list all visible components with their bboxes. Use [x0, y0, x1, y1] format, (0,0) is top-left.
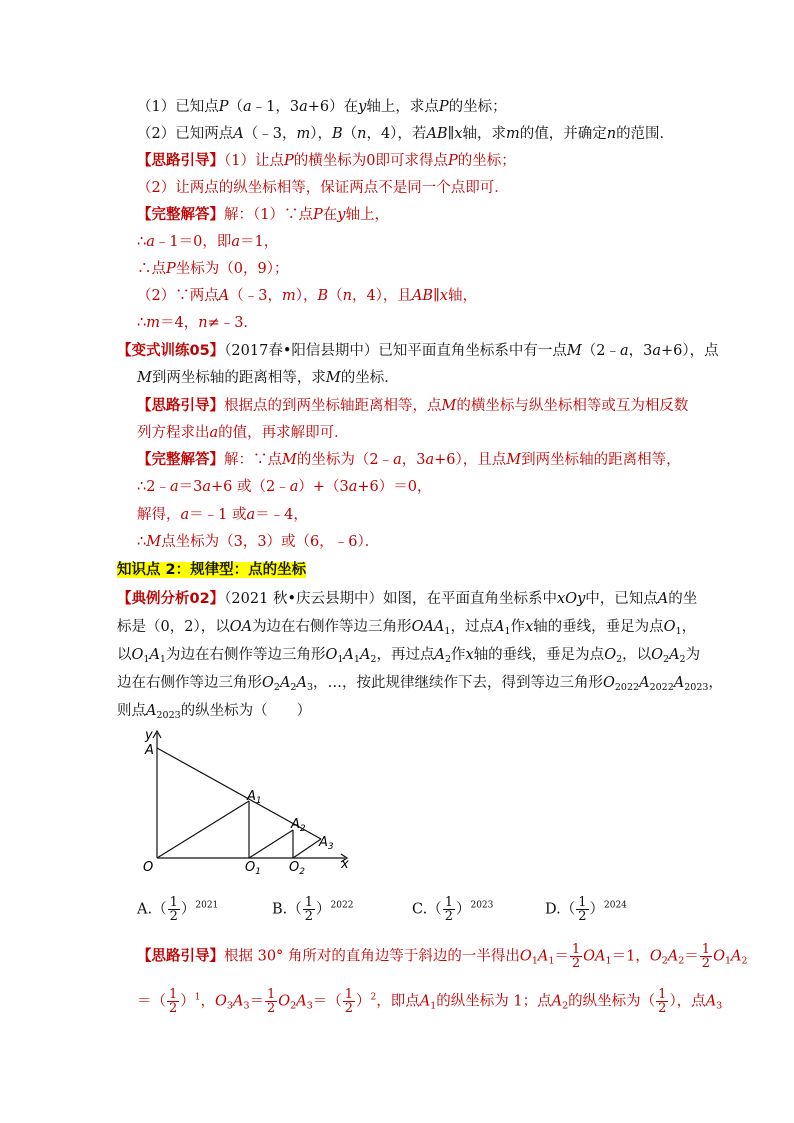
example-hint-line-2: ＝（ $\frac{1}{2}$ ）$^1$，$O_3A_3=$ $\frac{1}{2}$ $O_2A_3=$（ $\frac{1}{2}$ ）$^2$，即点$A_1$的纵坐标为 1；点$A_2$的纵坐标为（ $\frac{1}{2}$ ），点$A_3$	[137, 987, 723, 1016]
solution-line-2: ∴a﹣1＝0，即a＝1，	[137, 234, 279, 250]
variant-05-line-2: M到两坐标轴的距离相等，求M的坐标．	[137, 370, 399, 386]
solution-line-1: 【完整解答】解：（1）∵点P在y轴上，	[137, 207, 389, 223]
variant-solution-line-4: ∴M点坐标为（3，3）或（6，﹣6）．	[137, 534, 380, 550]
label-O2: $O_2$	[289, 860, 305, 877]
example-02-line-1: 【典例分析02】（2021 秋•庆云县期中）如图，在平面直角坐标系中xOy中，已知点A的坐	[117, 591, 698, 607]
hint-line-1: 【思路引导】（1）让点P的横坐标为0即可求得点P的坐标；	[137, 153, 516, 169]
example-02-line-3: 以$O_1A_1$为边在右侧作等边三角形$O_1A_1A_2$，再过点$A_2$作x轴的垂线，垂足为点$O_2$，以$O_2A_2$为	[117, 647, 701, 665]
variant-solution-line-2: ∴2﹣a＝3a+6 或（2﹣a）+（3a+6）＝0，	[137, 479, 432, 495]
label-x: x	[341, 857, 349, 872]
knowledge-point-2-title: 知识点 2：规律型：点的坐标	[117, 562, 307, 578]
segment-O-A1	[157, 801, 249, 858]
solution-line-4: （2）∵两点A（﹣3，m），B（n，4），且AB∥x轴，	[137, 288, 477, 304]
label-A2: $A_2$	[291, 817, 306, 834]
variant-05-line-1: 【变式训练05】（2017春•阳信县期中）已知平面直角坐标系中有一点M（2﹣a，3a+6），点	[117, 343, 719, 359]
label-A1: $A_1$	[247, 789, 262, 806]
label-A: A	[145, 743, 154, 758]
option-b[interactable]: B.（ $\frac{1}{2}$ ）$^{2022}$	[272, 895, 354, 924]
variant-hint-line-1: 【思路引导】根据点的到两坐标轴距离相等，点M的横坐标与纵坐标相等或互为相反数	[137, 398, 689, 414]
option-c[interactable]: C.（ $\frac{1}{2}$ ）$^{2023}$	[412, 895, 494, 924]
example-hint-line-1: 【思路引导】根据 30° 角所对的直角边等于斜边的一半得出$O_1A_1=$ $\frac{1}{2}$ $OA_1=1$，$O_2A_2=$ $\frac{1}{2}$ $O_1A_2$	[137, 942, 748, 971]
example-02-line-4: 边在右侧作等边三角形$O_2A_2A_3$，…，按此规律继续作下去，得到等边三角形$O_{2022}A_{2022}A_{2023}$，	[117, 675, 723, 693]
label-A3: $A_3$	[319, 835, 334, 852]
label-y: y	[145, 728, 153, 743]
example-02-line-5: 则点$A_{2023}$的纵坐标为（ ）	[117, 703, 312, 721]
question-2: （2）已知两点A（﹣3，m），B（n，4），若AB∥x轴，求m的值，并确定n的范围．	[137, 126, 675, 142]
variant-solution-line-3: 解得，a＝﹣1 或a＝﹣4，	[137, 507, 308, 523]
hint-line-2: （2）让两点的纵坐标相等，保证两点不是同一个点即可．	[137, 180, 509, 196]
solution-line-3: ∴点P坐标为（0，9）；	[137, 261, 289, 277]
solution-line-5: ∴m＝4，n≠﹣3．	[137, 315, 258, 331]
label-O1: $O_1$	[245, 860, 261, 877]
label-O: O	[143, 860, 154, 875]
option-d[interactable]: D.（ $\frac{1}{2}$ ）$^{2024}$	[545, 895, 627, 924]
variant-solution-line-1: 【完整解答】解：∵点M的坐标为（2﹣a，3a+6），且点M到两坐标轴的距离相等，	[137, 452, 681, 468]
variant-hint-line-2: 列方程求出a的值，再求解即可．	[137, 425, 349, 441]
segment-O2-A3	[293, 839, 321, 858]
option-a[interactable]: A.（ $\frac{1}{2}$ ）$^{2021}$	[137, 895, 219, 924]
coordinate-figure	[135, 728, 365, 878]
segment-O1-A2	[249, 830, 293, 858]
example-02-line-2: 标是（0，2），以OA为边在右侧作等边三角形$OAA_1$，过点$A_1$作x轴的垂线，垂足为点$O_1$，	[117, 619, 697, 637]
question-1: （1）已知点P（a﹣1，3a+6）在y轴上，求点P的坐标；	[137, 99, 507, 115]
